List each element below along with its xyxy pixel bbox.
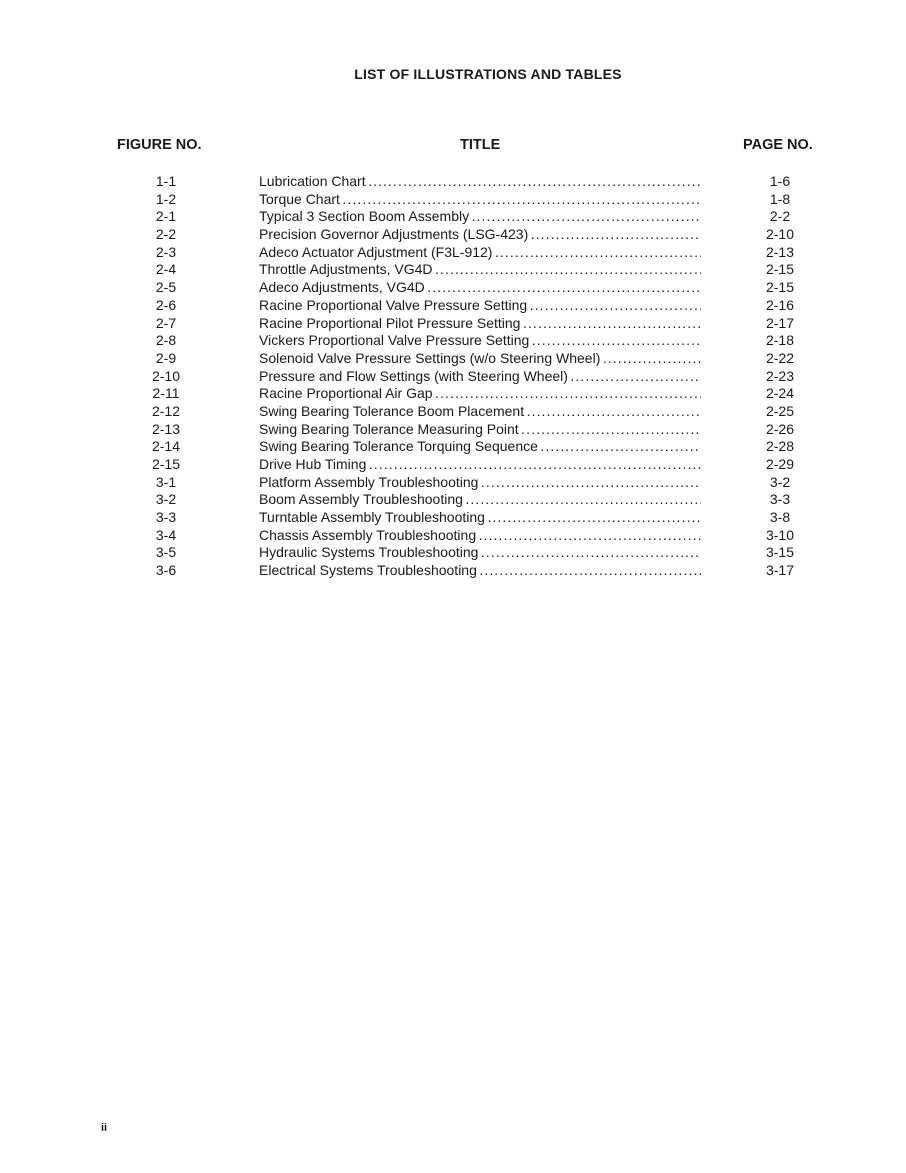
figure-number: 2-6 [155, 296, 177, 313]
list-item [0, 421, 906, 439]
list-item [0, 297, 906, 315]
entry-title-cell [259, 403, 701, 421]
dot-leader [476, 527, 701, 543]
page-number: ii [101, 1122, 108, 1134]
dot-leader [524, 403, 701, 419]
figure-number: 3-2 [155, 491, 177, 508]
list-item [0, 474, 906, 492]
list-item [0, 527, 906, 545]
dot-leader [366, 456, 701, 472]
figure-number: 3-3 [155, 509, 177, 526]
entry-title-cell [259, 509, 701, 527]
entry-title-cell [259, 332, 701, 350]
figure-number: 2-15 [151, 456, 181, 472]
page-number-cell: 1-8 [769, 190, 791, 207]
entry-title-cell [259, 438, 701, 456]
entry-title: Throttle Adjustments, VG4D [259, 261, 433, 278]
figure-number: 3-6 [155, 562, 177, 579]
list-item [0, 350, 906, 368]
list-item [0, 403, 906, 421]
entry-title-cell [259, 491, 701, 509]
list-item [0, 315, 906, 333]
entry-title: Racine Proportional Pilot Pressure Setting [259, 314, 521, 331]
page-number-cell: 2-26 [765, 420, 795, 437]
list-item [0, 456, 906, 474]
entry-title: Solenoid Valve Pressure Settings (w/o Steering Wheel) [259, 349, 601, 366]
list-item [0, 544, 906, 562]
page-number-cell: 2-2 [769, 208, 791, 225]
entry-title: Electrical Systems Troubleshooting [259, 562, 477, 579]
entry-title: Pressure and Flow Settings (with Steering Wheel) [259, 367, 568, 384]
page-heading: LIST OF ILLUSTRATIONS AND TABLES [354, 66, 622, 82]
page-number-cell: 3-17 [765, 562, 795, 579]
list-item [0, 491, 906, 509]
figure-number: 3-4 [155, 526, 177, 543]
page-number-cell: 3-8 [769, 509, 791, 526]
dot-leader [340, 191, 699, 207]
page-number-cell: 2-17 [765, 314, 795, 331]
dot-leader [366, 173, 701, 189]
dot-leader [519, 421, 701, 437]
entry-title: Vickers Proportional Valve Pressure Setting [259, 332, 530, 349]
entry-title-cell [259, 421, 701, 439]
entry-title: Lubrication Chart [259, 173, 366, 189]
page-number-cell: 2-24 [765, 385, 795, 402]
entry-title-cell [259, 527, 701, 545]
figure-number: 2-12 [151, 402, 181, 419]
entry-title: Swing Bearing Tolerance Torquing Sequence [259, 438, 538, 455]
column-header-page: PAGE NO. [743, 137, 813, 153]
list-item [0, 385, 906, 403]
page-number-cell: 2-25 [765, 402, 795, 419]
entry-title: Racine Proportional Valve Pressure Setting [259, 296, 528, 313]
page-number-cell: 2-22 [765, 349, 795, 366]
entry-title: Drive Hub Timing [259, 456, 367, 472]
entry-title: Hydraulic Systems Troubleshooting [259, 544, 479, 561]
list-item [0, 438, 906, 456]
figure-number: 2-10 [151, 367, 181, 384]
dot-leader [529, 332, 701, 348]
page-number-cell: 3-10 [765, 526, 795, 543]
page-number-cell: 2-15 [765, 261, 795, 278]
dot-leader [469, 208, 701, 224]
entry-title: Adeco Adjustments, VG4D [259, 279, 425, 296]
entry-title: Torque Chart [259, 190, 340, 207]
figure-number: 2-3 [155, 243, 177, 260]
page-number-cell: 2-10 [765, 226, 795, 243]
figure-number: 2-13 [151, 420, 181, 437]
dot-leader [463, 491, 701, 507]
page-number-cell: 3-15 [765, 544, 795, 561]
entry-title: Chassis Assembly Troubleshooting [259, 526, 477, 543]
page-number-cell: 1-6 [769, 173, 791, 189]
dot-leader [528, 226, 701, 242]
page-number-cell: 2-16 [765, 296, 795, 313]
entry-title: Typical 3 Section Boom Assembly [259, 208, 470, 225]
dot-leader [538, 438, 701, 454]
figure-number: 2-7 [155, 314, 177, 331]
list-item [0, 191, 906, 209]
entry-title: Platform Assembly Troubleshooting [259, 473, 479, 490]
dot-leader [433, 261, 701, 277]
dot-leader [478, 544, 701, 560]
page-number-cell: 3-3 [769, 491, 791, 508]
list-item [0, 509, 906, 527]
dot-leader [520, 315, 701, 331]
entry-title: Adeco Actuator Adjustment (F3L-912) [259, 243, 493, 260]
dot-leader [568, 368, 701, 384]
entry-title-cell [259, 562, 701, 580]
entry-title-cell [259, 261, 701, 279]
dot-leader [425, 279, 701, 295]
dot-leader [433, 385, 701, 401]
entry-title-cell [259, 279, 701, 297]
entry-title: Swing Bearing Tolerance Measuring Point [259, 420, 519, 437]
dot-leader [485, 509, 701, 525]
list-item [0, 562, 906, 580]
page-number-cell: 2-15 [765, 279, 795, 296]
entry-title-cell [259, 226, 701, 244]
figure-number: 3-5 [155, 544, 177, 561]
page-number-cell: 2-29 [765, 456, 795, 472]
figure-number: 1-2 [155, 190, 177, 207]
list-item [0, 244, 906, 262]
list-item [0, 226, 906, 244]
illustrations-list [0, 173, 906, 580]
column-header-title: TITLE [460, 137, 501, 153]
entry-title-cell [259, 191, 701, 209]
figure-number: 3-1 [155, 473, 177, 490]
page-number-cell: 3-2 [769, 473, 791, 490]
figure-number: 2-9 [155, 349, 177, 366]
entry-title: Boom Assembly Troubleshooting [259, 491, 463, 508]
column-header-figure: FIGURE NO. [117, 137, 202, 153]
dot-leader [527, 297, 701, 313]
entry-title-cell [259, 474, 701, 492]
figure-number: 2-1 [155, 208, 177, 225]
list-item [0, 332, 906, 350]
page-number-cell: 2-23 [765, 367, 795, 384]
figure-number: 1-1 [155, 173, 177, 189]
dot-leader [477, 562, 701, 578]
page-number-cell: 2-28 [765, 438, 795, 455]
page-number-cell: 2-13 [765, 243, 795, 260]
list-item [0, 279, 906, 297]
entry-title-cell [259, 297, 701, 315]
entry-title-cell [259, 544, 701, 562]
entry-title: Swing Bearing Tolerance Boom Placement [259, 402, 525, 419]
entry-title: Precision Governor Adjustments (LSG-423) [259, 226, 529, 243]
entry-title-cell [259, 385, 701, 403]
figure-number: 2-4 [155, 261, 177, 278]
entry-title-cell [259, 368, 701, 386]
entry-title-cell [259, 456, 701, 474]
entry-title-cell [259, 208, 701, 226]
dot-leader [492, 244, 701, 260]
page-number-cell: 2-18 [765, 332, 795, 349]
list-item [0, 368, 906, 386]
dot-leader [478, 474, 701, 490]
figure-number: 2-11 [152, 385, 180, 402]
list-item [0, 173, 906, 191]
entry-title-cell [259, 315, 701, 333]
figure-number: 2-5 [155, 279, 177, 296]
entry-title-cell [259, 173, 701, 191]
entry-title-cell [259, 244, 701, 262]
figure-number: 2-2 [155, 226, 177, 243]
entry-title: Racine Proportional Air Gap [259, 385, 433, 402]
figure-number: 2-8 [155, 332, 177, 349]
entry-title: Turntable Assembly Troubleshooting [259, 509, 485, 526]
list-item [0, 261, 906, 279]
figure-number: 2-14 [151, 438, 181, 455]
entry-title-cell [259, 350, 701, 368]
list-item [0, 208, 906, 226]
dot-leader [600, 350, 701, 366]
